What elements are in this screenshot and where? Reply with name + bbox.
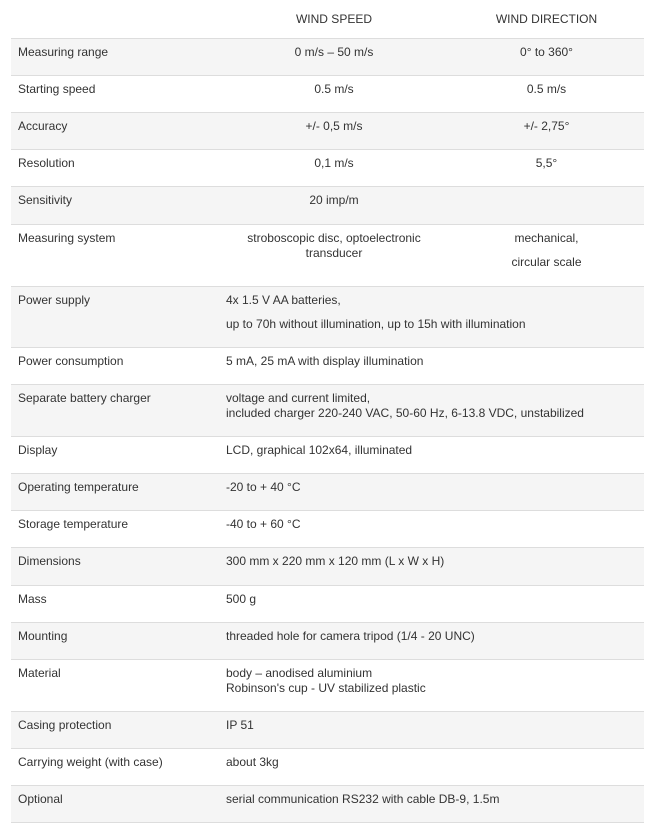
table-row [11,437,644,474]
value-cell: serial communication RS232 with cable DB-9, 1.5m [219,786,644,823]
row-label: Dimensions [11,548,219,586]
value-line: 4x 1.5 V AA batteries, [226,293,341,307]
row-label: Carrying weight (with case) [11,749,219,786]
table-row [11,385,644,437]
value-cell: 5 mA, 25 mA with display illumination [219,348,644,385]
table-row [11,348,644,385]
header-wind-direction: WIND DIRECTION [449,0,644,39]
row-label: Storage temperature [11,511,219,548]
row-label: Separate battery charger [11,385,219,437]
direction-value [449,187,644,225]
speed-value: 0,1 m/s [219,150,449,187]
value-cell: -40 to + 60 °C [219,511,644,548]
row-label: Accuracy [11,113,219,150]
value-cell: 500 g [219,586,644,623]
direction-value: 0.5 m/s [449,76,644,113]
table-row [11,76,644,113]
speed-line: stroboscopic disc, optoelectronic [247,231,421,245]
row-label: Optional [11,786,219,823]
row-label: Sensitivity [11,187,219,225]
speed-value [219,225,449,287]
value-line: up to 70h without illumination, up to 15h with illumination [226,317,526,331]
table-row [11,150,644,187]
value-cell: threaded hole for camera tripod (1/4 - 20 UNC) [219,623,644,660]
value-line: Robinson's cup - UV stabilized plastic [226,681,426,695]
value-cell [219,660,644,712]
table-row [11,474,644,511]
row-label: Power consumption [11,348,219,385]
row-label: Starting speed [11,76,219,113]
value-cell: about 3kg [219,749,644,786]
value-cell [219,385,644,437]
direction-value: 5,5° [449,150,644,187]
speed-value: 0 m/s – 50 m/s [219,39,449,76]
table-row [11,786,644,823]
table-row [11,113,644,150]
value-cell: LCD, graphical 102x64, illuminated [219,437,644,474]
direction-value [449,225,644,287]
row-label: Operating temperature [11,474,219,511]
row-label: Resolution [11,150,219,187]
row-label: Mass [11,586,219,623]
table-row [11,225,644,287]
table-row [11,586,644,623]
row-label: Power supply [11,287,219,348]
value-cell: -20 to + 40 °C [219,474,644,511]
speed-value: 0.5 m/s [219,76,449,113]
table-header-row [11,0,644,39]
value-line: voltage and current limited, [226,391,371,405]
direction-value: +/- 2,75° [449,113,644,150]
value-line: included charger 220-240 VAC, 50-60 Hz, 6-13.8 VDC, unstabilized [226,406,584,420]
table-row [11,660,644,712]
direction-value: 0° to 360° [449,39,644,76]
table-row [11,623,644,660]
row-label: Casing protection [11,712,219,749]
row-label: Measuring range [11,39,219,76]
header-empty-cell [11,0,219,39]
spec-table [11,0,644,823]
value-line: body – anodised aluminium [226,666,373,680]
table-row [11,712,644,749]
direction-line: mechanical, [514,231,579,245]
header-wind-speed: WIND SPEED [219,0,449,39]
speed-line: transducer [305,246,363,260]
table-row [11,511,644,548]
value-cell [219,287,644,348]
direction-line: circular scale [511,255,582,269]
table-row [11,39,644,76]
speed-value: 20 imp/m [219,187,449,225]
row-label: Measuring system [11,225,219,287]
row-label: Mounting [11,623,219,660]
table-row [11,548,644,586]
table-row [11,749,644,786]
value-cell: IP 51 [219,712,644,749]
row-label: Material [11,660,219,712]
table-row [11,287,644,348]
row-label: Display [11,437,219,474]
table-row [11,187,644,225]
speed-value: +/- 0,5 m/s [219,113,449,150]
value-cell: 300 mm x 220 mm x 120 mm (L x W x H) [219,548,644,586]
